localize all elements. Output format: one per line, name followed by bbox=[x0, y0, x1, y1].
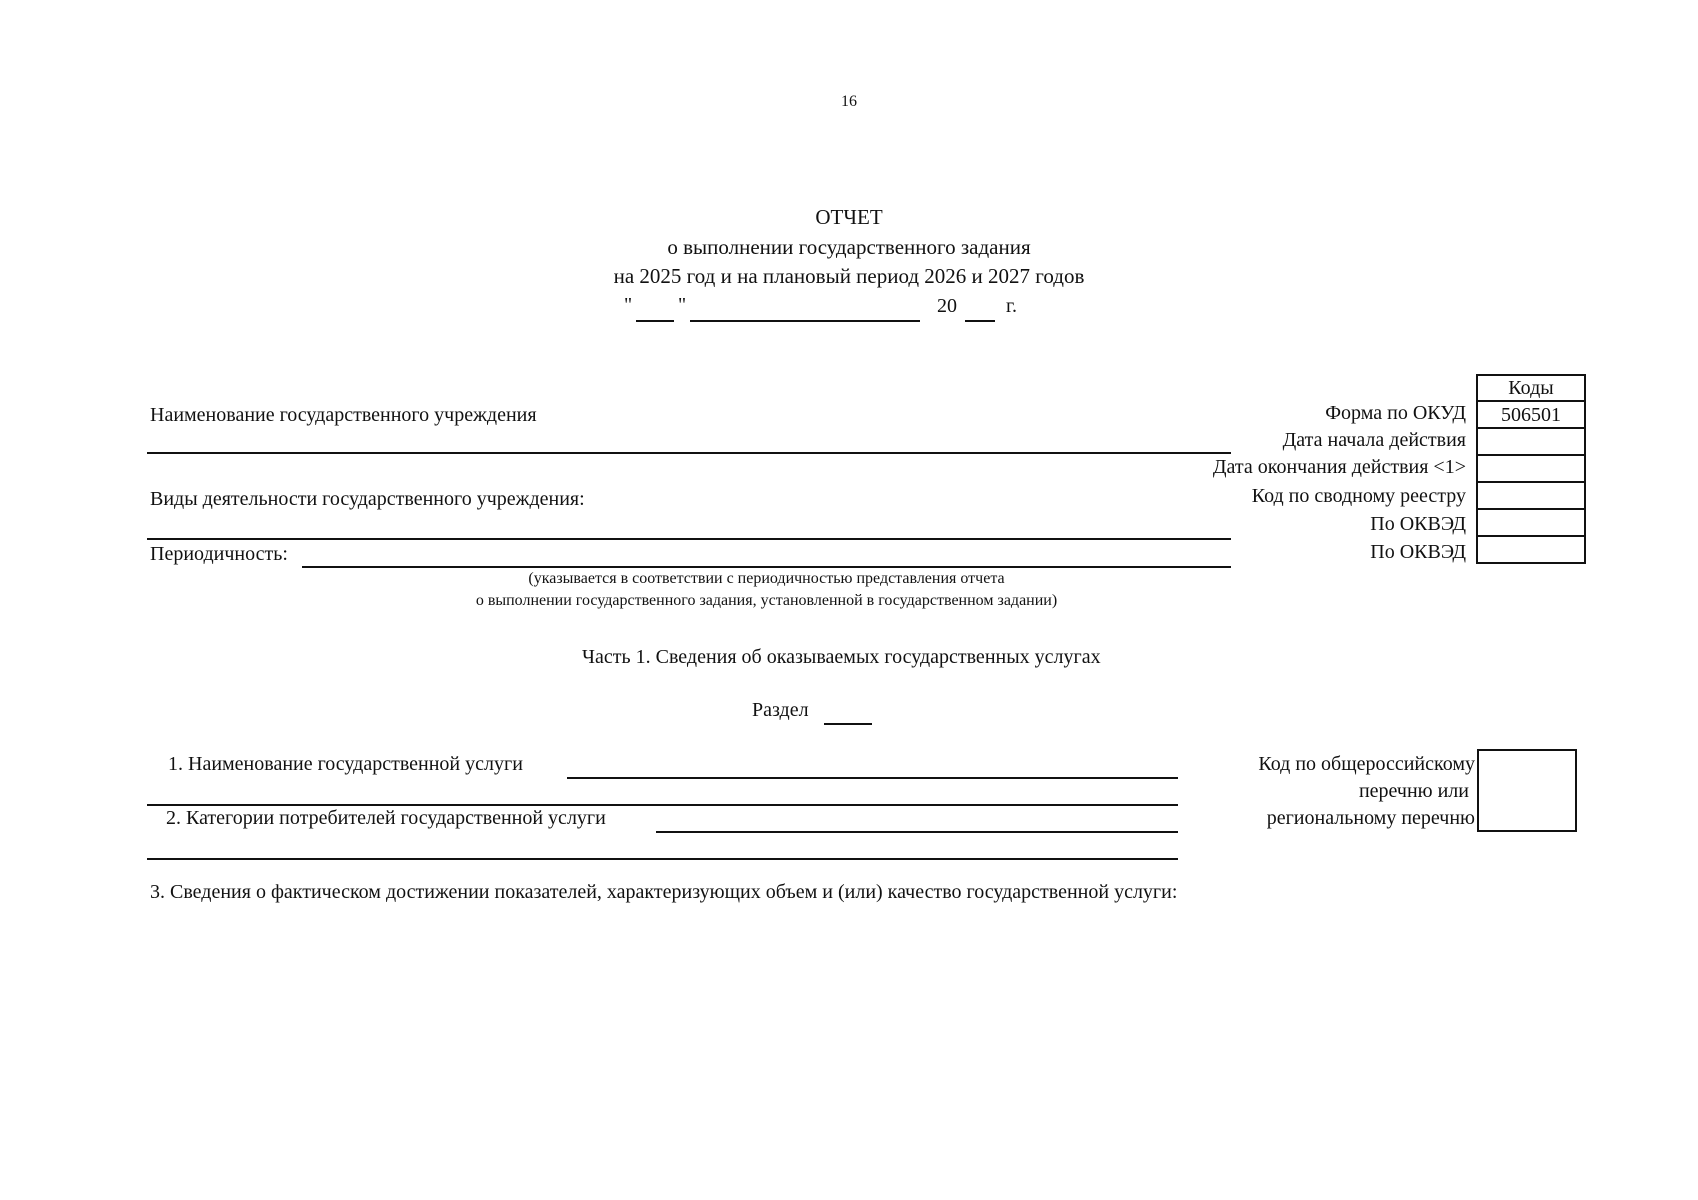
okud-label: Форма по ОКУД bbox=[1325, 402, 1466, 424]
list-code-label-1: Код по общероссийскому bbox=[1258, 753, 1475, 775]
consumer-category-line[interactable] bbox=[656, 831, 1178, 833]
start-date-cell[interactable] bbox=[1477, 428, 1585, 455]
institution-name-label: Наименование государственного учреждения bbox=[150, 404, 537, 426]
periodicity-note-2: о выполнении государственного задания, установленной в государственном задании) bbox=[475, 592, 1058, 609]
service-name-label: 1. Наименование государственной услуги bbox=[168, 753, 523, 775]
year-suffix: г. bbox=[1006, 295, 1017, 317]
registry-code-cell[interactable] bbox=[1477, 482, 1585, 509]
list-code-label-2: перечню или bbox=[1358, 780, 1469, 802]
periodicity-note-1: (указывается в соответствии с периодичностью представления отчета bbox=[528, 570, 1005, 587]
list-code-label-3: региональному перечню bbox=[1266, 807, 1475, 829]
day-blank[interactable] bbox=[636, 320, 674, 322]
okved-1-cell[interactable] bbox=[1477, 509, 1585, 536]
page-number: 16 bbox=[841, 93, 857, 110]
periodicity-line[interactable] bbox=[302, 566, 1231, 568]
activity-types-line[interactable] bbox=[147, 538, 1231, 540]
document-subtitle: о выполнении государственного задания bbox=[667, 235, 1031, 259]
consumer-category-line-2[interactable] bbox=[147, 858, 1178, 860]
institution-name-line[interactable] bbox=[147, 452, 1231, 454]
section-label: Раздел bbox=[752, 699, 809, 721]
year-prefix: 20 bbox=[937, 295, 957, 317]
year-blank[interactable] bbox=[965, 320, 995, 322]
okved-1-label: По ОКВЭД bbox=[1370, 513, 1466, 535]
codes-row-okved-2 bbox=[1477, 536, 1585, 563]
date-quote-close: " bbox=[678, 294, 687, 316]
document-period: на 2025 год и на плановый период 2026 и 2027 годов bbox=[613, 264, 1085, 288]
codes-row-end-date bbox=[1477, 455, 1585, 482]
codes-header: Коды bbox=[1508, 377, 1554, 399]
okved-2-cell[interactable] bbox=[1477, 536, 1585, 563]
section-number-blank[interactable] bbox=[824, 723, 872, 725]
month-blank[interactable] bbox=[690, 320, 920, 322]
codes-row-registry bbox=[1477, 482, 1585, 509]
end-date-label: Дата окончания действия <1> bbox=[1212, 456, 1466, 478]
periodicity-label: Периодичность: bbox=[150, 543, 288, 565]
activity-types-label: Виды деятельности государственного учреждения: bbox=[150, 488, 585, 510]
okved-2-label: По ОКВЭД bbox=[1370, 541, 1466, 563]
registry-label: Код по сводному реестру bbox=[1251, 485, 1466, 507]
codes-row-start-date bbox=[1477, 428, 1585, 455]
part-title: Часть 1. Сведения об оказываемых государственных услугах bbox=[582, 646, 1101, 668]
okud-code-cell[interactable]: 506501 bbox=[1477, 401, 1585, 428]
end-date-cell[interactable] bbox=[1477, 455, 1585, 482]
date-quote-open: " bbox=[624, 294, 633, 316]
consumer-category-label: 2. Категории потребителей государственной услуги bbox=[166, 807, 606, 829]
start-date-label: Дата начала действия bbox=[1282, 429, 1466, 451]
codes-header-cell bbox=[1476, 374, 1586, 402]
service-name-line-2[interactable] bbox=[147, 804, 1178, 806]
indicators-heading: 3. Сведения о фактическом достижении показателей, характеризующих объем и (или) качество государственной услуги: bbox=[150, 881, 1178, 903]
codes-table bbox=[1476, 400, 1586, 564]
service-name-line[interactable] bbox=[567, 777, 1178, 779]
document-title: ОТЧЕТ bbox=[815, 205, 883, 229]
codes-row-okud bbox=[1477, 401, 1585, 428]
codes-row-okved-1 bbox=[1477, 509, 1585, 536]
list-code-box[interactable] bbox=[1477, 749, 1577, 832]
